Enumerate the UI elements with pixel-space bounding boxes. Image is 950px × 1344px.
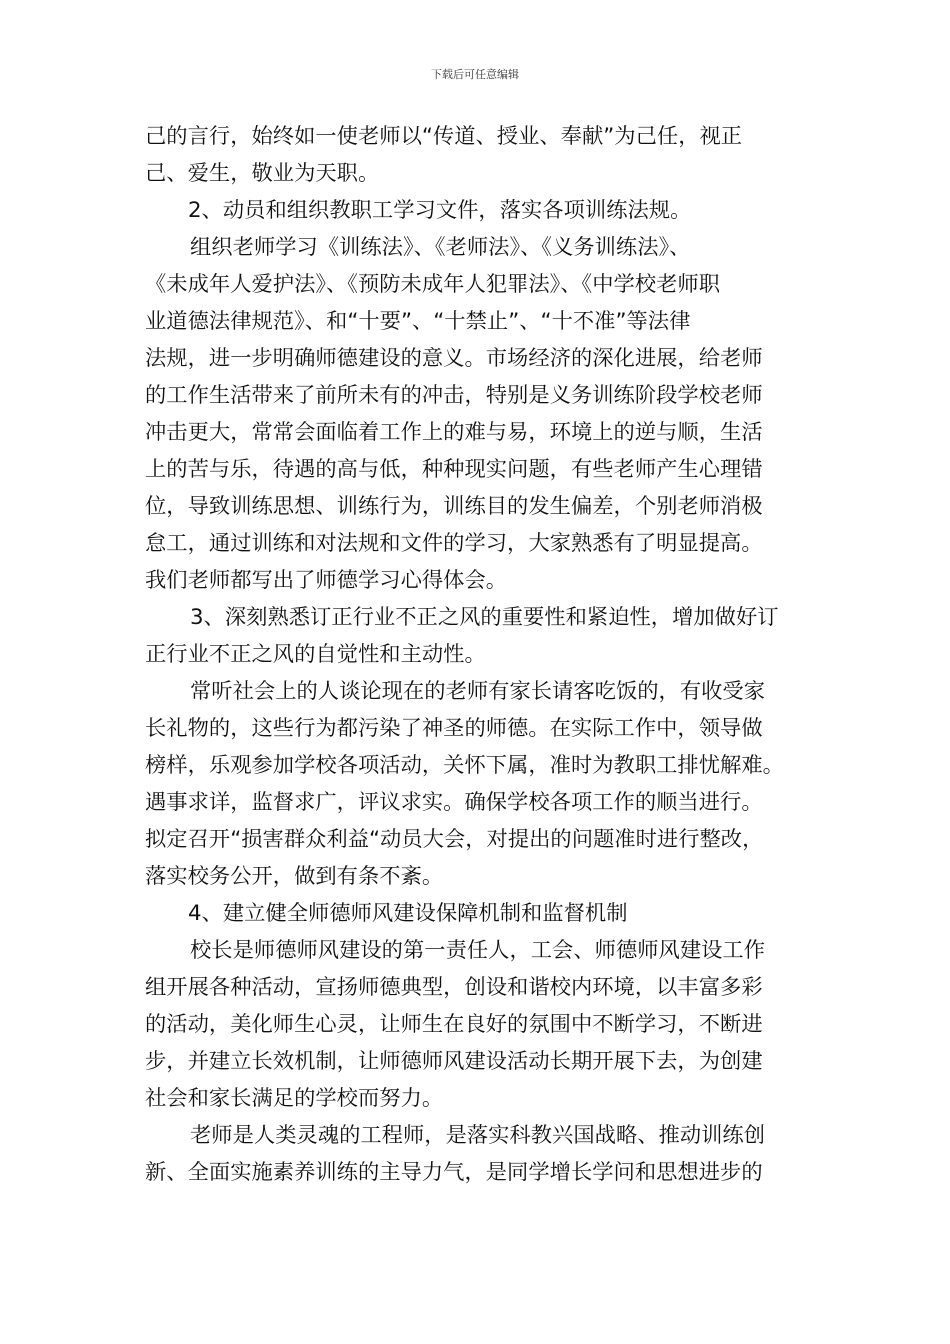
text-line: 校长是师德师风建设的第一责任人，工会、师德师风建设工作 xyxy=(190,938,766,963)
page-header: 下载后可任意编辑 xyxy=(431,68,519,81)
text-line: 己、爱生，敬业为天职。 xyxy=(145,161,380,186)
text-line: 落实校务公开，做到有条不紊。 xyxy=(145,864,444,889)
section-heading: 3、深刻熟悉订正行业不正之风的重要性和紧迫性，增加做好订 xyxy=(190,605,779,630)
text-line: 的活动，美化师生心灵，让师生在良好的氛围中不断学习，不断进 xyxy=(145,1012,763,1037)
text-line: 组开展各种活动，宣扬师德典型，创设和谐校内环境，以丰富多彩 xyxy=(145,975,763,1000)
text-line: 组织老师学习《训练法》、《老师法》、《义务训练法》、 xyxy=(190,235,691,260)
text-line: 长礼物的，这些行为都污染了神圣的师德。在实际工作中，领导做 xyxy=(145,716,763,741)
text-line: 老师是人类灵魂的工程师，是落实科教兴国战略、推动训练创 xyxy=(190,1123,766,1148)
text-line: 遇事求详，监督求广，评议求实。确保学校各项工作的顺当进行。 xyxy=(145,790,763,815)
text-line: 常听社会上的人谈论现在的老师有家长请客吃饭的，有收受家 xyxy=(190,679,766,704)
text-line: 业道德法律规范》、和“十要”、“十禁止”、“十不准”等法律 xyxy=(145,309,691,334)
text-line: 《未成年人爱护法》、《预防未成年人犯罪法》、《中学校老师职 xyxy=(145,272,721,297)
text-line: 怠工，通过训练和对法规和文件的学习，大家熟悉有了明显提高。 xyxy=(145,531,763,556)
section-heading: 2、动员和组织教职工学习文件，落实各项训练法规。 xyxy=(188,198,692,223)
text-line: 位，导致训练思想、训练行为，训练目的发生偏差，个别老师消极 xyxy=(145,494,763,519)
text-line: 新、全面实施素养训练的主导力气，是同学增长学问和思想进步的 xyxy=(145,1160,763,1185)
section-heading: 4、建立健全师德师风建设保障机制和监督机制 xyxy=(188,901,628,926)
text-line: 法规，进一步明确师德建设的意义。市场经济的深化进展，给老师 xyxy=(145,346,763,371)
text-line: 步，并建立长效机制，让师德师风建设活动长期开展下去，为创建 xyxy=(145,1049,763,1074)
text-line: 己的言行，始终如一使老师以“传道、授业、奉献”为己任，视正 xyxy=(145,124,743,149)
text-line: 冲击更大，常常会面临着工作上的难与易，环境上的逆与顺，生活 xyxy=(145,420,763,445)
text-line: 上的苦与乐，待遇的高与低，种种现实问题，有些老师产生心理错 xyxy=(145,457,763,482)
text-line: 我们老师都写出了师德学习心得体会。 xyxy=(145,568,508,593)
text-line: 社会和家长满足的学校而努力。 xyxy=(145,1086,444,1111)
text-line: 的工作生活带来了前所未有的冲击，特别是义务训练阶段学校老师 xyxy=(145,383,763,408)
text-line: 正行业不正之风的自觉性和主动性。 xyxy=(145,642,486,667)
text-line: 拟定召开“损害群众利益“动员大会，对提出的问题准时进行整改， xyxy=(145,827,764,852)
text-line: 榜样，乐观参加学校各项活动，关怀下属，准时为教职工排忧解难。 xyxy=(145,753,784,778)
